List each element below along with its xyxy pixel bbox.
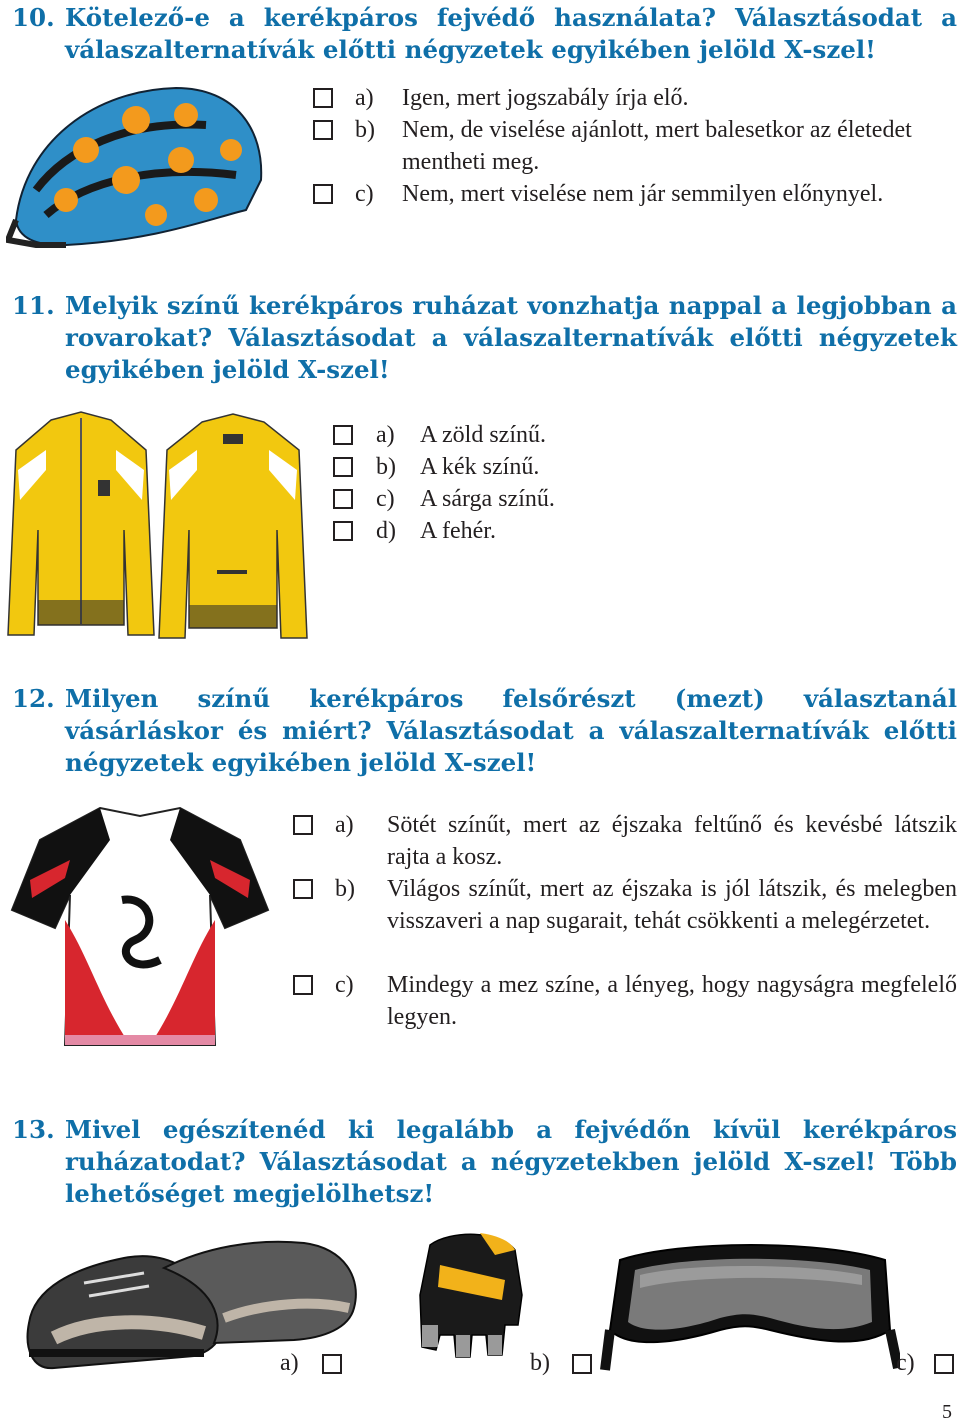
checkbox[interactable] [572,1354,592,1374]
checkbox[interactable] [333,457,353,477]
cycling-goggles-image [600,1230,900,1378]
option-text: Nem, mert viselése nem jár semmilyen előnynyel. [402,181,884,207]
option-c [333,484,733,516]
question-text: Mivel egészítenéd ki legalább a fejvédőn kívül kerékpáros ruházatodat? Választásodat a négyzetekben jelöld X-szel! Több lehetőséget megjelölhetsz! [65,1115,957,1208]
option-letter: c) [896,1350,915,1376]
bicycle-helmet-image [6,70,268,250]
question-text: Milyen színű kerékpáros felsőrészt (mezt) választanál vásárláskor és miért? Választásodat a válaszalternatívák előtti négyzetek egyikében jelöld X-szel! [65,684,957,777]
question-number: 12. [12,684,55,713]
option-a [313,83,958,115]
question-12 [12,683,957,779]
question-text: Melyik színű kerékpáros ruházat vonzhatja nappal a legjobban a rovarokat? Választásodat a válaszalternatívák előtti négyzetek egyikében jelöld X-szel! [65,291,957,384]
option-text: A fehér. [420,518,496,544]
question-number: 11. [12,291,55,320]
option-letter: d) [376,518,396,544]
option-letter: b) [530,1350,550,1376]
page-number: 5 [942,1401,952,1423]
checkbox[interactable] [293,879,313,899]
option-c [293,970,957,1034]
cycling-shoes-image [14,1228,366,1376]
option-letter: b) [355,117,375,143]
option-letter: a) [280,1350,299,1376]
question-text: Kötelező-e a kerékpáros fejvédő használata? Választásodat a válaszalternatívák előtti négyzetek egyikében jelöld X-szel! [65,3,957,64]
option-text: A kék színű. [420,454,540,480]
question-11 [12,290,957,386]
option-text: Világos színűt, mert az éjszaka is jól látszik, és melegben visszaveri a nap sugarait, tehát csökkenti a melegérzetet. [387,876,957,934]
option-c [313,179,958,243]
checkbox[interactable] [293,815,313,835]
q11-options [333,420,733,548]
checkbox[interactable] [293,975,313,995]
q10-options [313,83,958,243]
option-text: Igen, mert jogszabály írja elő. [402,85,689,111]
option-letter: a) [355,85,374,111]
cycling-gloves-image [410,1225,528,1365]
checkbox[interactable] [333,489,353,509]
cycling-jersey-image [10,800,270,1055]
option-letter: a) [335,812,354,838]
q13-option-c [896,1350,915,1377]
option-b [293,874,957,970]
q13-option-b [530,1350,550,1377]
option-text: Nem, de viselése ajánlott, mert balesetkor az életedet mentheti meg. [402,117,912,175]
question-13 [12,1114,957,1210]
yellow-jacket-front-image [6,410,156,645]
option-letter: c) [376,486,395,512]
option-text: A zöld színű. [420,422,546,448]
checkbox[interactable] [322,1354,342,1374]
q13-option-a [280,1350,299,1377]
option-text: Mindegy a mez színe, a lényeg, hogy nagyságra megfelelő legyen. [387,972,957,1030]
option-text: A sárga színű. [420,486,555,512]
question-10 [12,2,957,66]
option-letter: b) [335,876,355,902]
option-d [333,516,733,548]
checkbox[interactable] [313,184,333,204]
option-letter: c) [335,972,354,998]
question-number: 10. [12,3,55,32]
q12-options [293,810,957,1034]
option-a [333,420,733,452]
option-letter: c) [355,181,374,207]
checkbox[interactable] [934,1354,954,1374]
option-letter: a) [376,422,395,448]
option-b [333,452,733,484]
checkbox[interactable] [333,425,353,445]
checkbox[interactable] [313,88,333,108]
option-text: Sötét színűt, mert az éjszaka feltűnő és kevésbé látszik rajta a kosz. [387,812,957,870]
option-a [293,810,957,874]
yellow-jacket-back-image [157,410,309,645]
option-letter: b) [376,454,396,480]
checkbox[interactable] [333,521,353,541]
option-b [313,115,958,179]
checkbox[interactable] [313,120,333,140]
question-number: 13. [12,1115,55,1144]
